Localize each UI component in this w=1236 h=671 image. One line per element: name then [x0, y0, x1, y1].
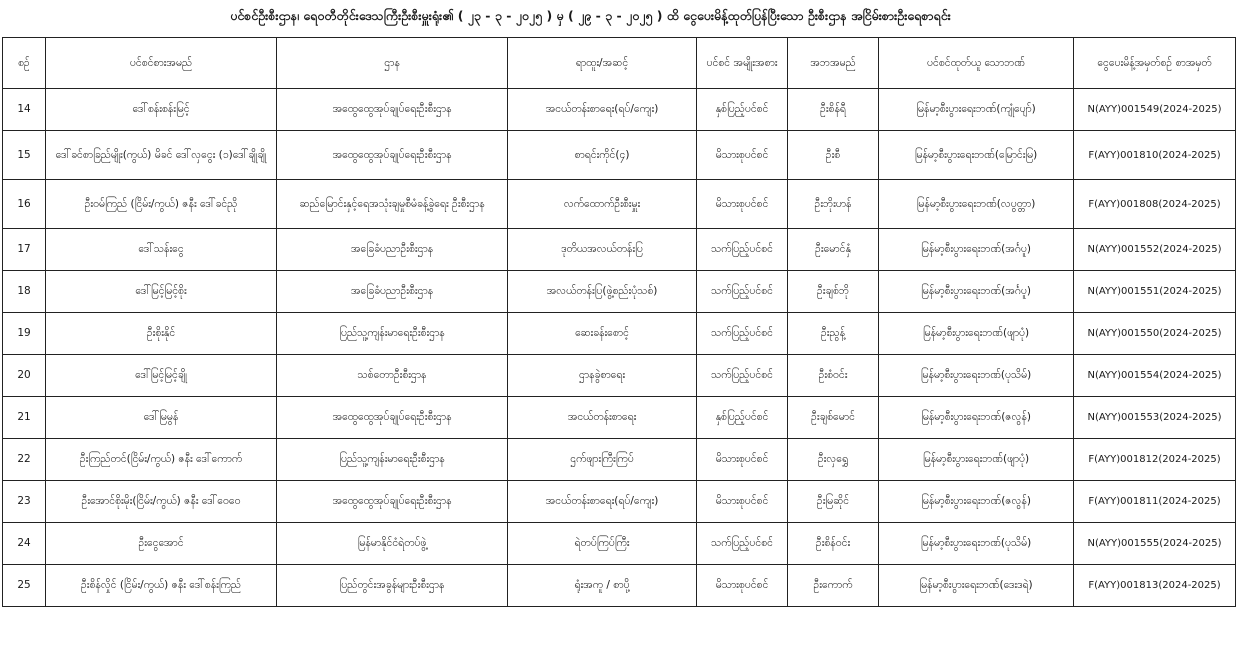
cell-no: 25	[3, 565, 46, 607]
cell-no: 17	[3, 229, 46, 271]
cell-name: ဦးဝမ်ကြည် (ငြိမ်း/ကွယ်) ဇနီး ဒေါ်ခင်ညို	[46, 180, 277, 229]
cell-no: 14	[3, 89, 46, 131]
cell-bank: မြန်မာ့စီးပွားရေးဘဏ်(ဖျာပုံ)	[879, 313, 1074, 355]
cell-father-name: ဦးစိန်ရီ	[788, 89, 879, 131]
cell-no: 23	[3, 481, 46, 523]
cell-no: 18	[3, 271, 46, 313]
header-no: စဉ်	[3, 38, 46, 89]
cell-department: မြန်မာနိုင်ငံရဲတပ်ဖွဲ့	[277, 523, 508, 565]
cell-father-name: ဦးဘိုးဟန်	[788, 180, 879, 229]
cell-pension-type: မိသားစုပင်စင်	[697, 481, 788, 523]
cell-name: ဒေါ်စန်းစန်းမြင့်	[46, 89, 277, 131]
cell-department: ဆည်မြောင်းနှင့်ရေအသုံးချမှုစီမံခန့်ခွဲရေး ဦးစီးဌာန	[277, 180, 508, 229]
cell-pension-type: နှစ်ပြည့်ပင်စင်	[697, 89, 788, 131]
cell-pension-type: မိသားစုပင်စင်	[697, 439, 788, 481]
cell-bank: မြန်မာ့စီးပွားရေးဘဏ်(ပုသိမ်)	[879, 523, 1074, 565]
cell-bank: မြန်မာ့စီးပွားရေးဘဏ်(ဇလွန်)	[879, 397, 1074, 439]
cell-name: ဒေါ်မြင့်မြင့်စိုး	[46, 271, 277, 313]
cell-department: အထွေထွေအုပ်ချုပ်ရေးဦးစီးဌာန	[277, 89, 508, 131]
table-row	[3, 565, 1236, 607]
header-pension-type: ပင်စင် အမျိုးအစား	[697, 38, 788, 89]
cell-position: ဌာနခွဲစာရေး	[508, 355, 697, 397]
cell-father-name: ဦးမြဆိုင်	[788, 481, 879, 523]
cell-father-name: ဦးကောက်	[788, 565, 879, 607]
cell-pension-type: သက်ပြည့်ပင်စင်	[697, 271, 788, 313]
cell-bank: မြန်မာ့စီးပွားရေးဘဏ်(မြောင်းမြ)	[879, 131, 1074, 180]
cell-order-number: N(AYY)001555(2024-2025)	[1074, 523, 1236, 565]
table-row	[3, 397, 1236, 439]
header-father-name: အဘအမည်	[788, 38, 879, 89]
cell-pension-type: သက်ပြည့်ပင်စင်	[697, 313, 788, 355]
cell-order-number: N(AYY)001549(2024-2025)	[1074, 89, 1236, 131]
table-row	[3, 313, 1236, 355]
cell-no: 16	[3, 180, 46, 229]
cell-pension-type: နှစ်ပြည့်ပင်စင်	[697, 397, 788, 439]
header-position: ရာထူး/အဆင့်	[508, 38, 697, 89]
cell-father-name: ဦးမောင်နှံ	[788, 229, 879, 271]
cell-department: အထွေထွေအုပ်ချုပ်ရေးဦးစီးဌာန	[277, 131, 508, 180]
cell-father-name: ဦးလှရွှေ	[788, 439, 879, 481]
cell-position: ဆေးခန်းစောင့်	[508, 313, 697, 355]
cell-position: လက်ထောက်ဦးစီးမှူး	[508, 180, 697, 229]
table-header-row	[3, 38, 1236, 89]
table-row	[3, 229, 1236, 271]
cell-department: ပြည်သူ့ကျန်းမာရေးဦးစီးဌာန	[277, 439, 508, 481]
table-row	[3, 180, 1236, 229]
cell-department: အထွေထွေအုပ်ချုပ်ရေးဦးစီးဌာန	[277, 397, 508, 439]
cell-department: အခြေခံပညာဦးစီးဌာန	[277, 229, 508, 271]
cell-bank: မြန်မာ့စီးပွားရေးဘဏ်(ဒေးဒရဲ)	[879, 565, 1074, 607]
cell-no: 20	[3, 355, 46, 397]
table-row	[3, 439, 1236, 481]
cell-no: 21	[3, 397, 46, 439]
cell-name: ဦးကြည်တင်(ငြိမ်း/ကွယ်) ဇနီး ဒေါ်ကောက်	[46, 439, 277, 481]
cell-bank: မြန်မာ့စီးပွားရေးဘဏ်(ကျုံပျော်)	[879, 89, 1074, 131]
table-row	[3, 523, 1236, 565]
cell-no: 19	[3, 313, 46, 355]
table-row	[3, 89, 1236, 131]
cell-position: စာရင်းကိုင်(၄)	[508, 131, 697, 180]
cell-order-number: F(AYY)001808(2024-2025)	[1074, 180, 1236, 229]
cell-name: ဒေါ်မြင့်မြင့်ချို	[46, 355, 277, 397]
cell-pension-type: သက်ပြည့်ပင်စင်	[697, 355, 788, 397]
cell-order-number: N(AYY)001551(2024-2025)	[1074, 271, 1236, 313]
cell-pension-type: မိသားစုပင်စင်	[697, 131, 788, 180]
header-order-number: ငွေပေးမိန့်အမှတ်စဉ် စာအမှတ်	[1074, 38, 1236, 89]
cell-bank: မြန်မာ့စီးပွားရေးဘဏ်(လပွတ္တာ)	[879, 180, 1074, 229]
cell-position: ဒုတိယအလယ်တန်းပြ	[508, 229, 697, 271]
page-title: ပင်စင်ဦးစီးဌာန၊ ရေဝတီတိုင်းဒေသကြီးဦးစီးမှူးရုံး၏ ( ၂၃ - ၃ - ၂၀၂၅ ) မှ ( ၂၉ - ၃ - ၂၀၂၅ ) ထိ ငွေပေးမိန့်ထုတ်ပြန်ပြီးသော ဦးစီးဌာန အငြိမ်းစားဦးရေစာရင်း	[230, 8, 951, 23]
header-department: ဌာန	[277, 38, 508, 89]
cell-father-name: ဦးချစ်ဘို	[788, 271, 879, 313]
cell-name: ဒေါ်မြမွန်	[46, 397, 277, 439]
table-row	[3, 271, 1236, 313]
cell-position: ရုံးအကူ / စာပို့	[508, 565, 697, 607]
cell-position: အငယ်တန်းစာရေး(ရပ်/ကျေး)	[508, 481, 697, 523]
cell-order-number: N(AYY)001550(2024-2025)	[1074, 313, 1236, 355]
cell-department: သစ်တောဦးစီးဌာန	[277, 355, 508, 397]
cell-department: ပြည်သူ့ကျန်းမာရေးဦးစီးဌာန	[277, 313, 508, 355]
cell-name: ဒေါ်သန်းငွေ	[46, 229, 277, 271]
header-name: ပင်စင်စားအမည်	[46, 38, 277, 89]
cell-name: ဦးစိုးနိုင်	[46, 313, 277, 355]
cell-order-number: F(AYY)001813(2024-2025)	[1074, 565, 1236, 607]
cell-position: အငယ်တန်းစာရေး(ရပ်/ကျေး)	[508, 89, 697, 131]
cell-order-number: F(AYY)001811(2024-2025)	[1074, 481, 1236, 523]
cell-father-name: ဦးစီ	[788, 131, 879, 180]
cell-no: 15	[3, 131, 46, 180]
cell-no: 22	[3, 439, 46, 481]
cell-name: ဦးငွေအောင်	[46, 523, 277, 565]
cell-bank: မြန်မာ့စီးပွားရေးဘဏ်(ဇလွန်)	[879, 481, 1074, 523]
header-bank: ပင်စင်ထုတ်ယူ သောဘဏ်	[879, 38, 1074, 89]
cell-position: အလယ်တန်းပြ(ဖွဲ့စည်းပုံသစ်)	[508, 271, 697, 313]
cell-department: ပြည်တွင်းအခွန်များဦးစီးဌာန	[277, 565, 508, 607]
cell-pension-type: သက်ပြည့်ပင်စင်	[697, 229, 788, 271]
cell-name: ဦးအောင်စိုးမိုး(ငြိမ်း/ကွယ်) ဇနီး ဒေါ်ဝေဝေ	[46, 481, 277, 523]
table-row	[3, 481, 1236, 523]
cell-order-number: F(AYY)001812(2024-2025)	[1074, 439, 1236, 481]
cell-order-number: N(AYY)001554(2024-2025)	[1074, 355, 1236, 397]
cell-no: 24	[3, 523, 46, 565]
cell-department: အခြေခံပညာဦးစီးဌာန	[277, 271, 508, 313]
cell-department: အထွေထွေအုပ်ချုပ်ရေးဦးစီးဌာန	[277, 481, 508, 523]
cell-father-name: ဦးစိန်ဝင်း	[788, 523, 879, 565]
table-row	[3, 131, 1236, 180]
pension-table	[2, 37, 1236, 607]
cell-pension-type: မိသားစုပင်စင်	[697, 565, 788, 607]
cell-position: ရဲတပ်ကြပ်ကြီး	[508, 523, 697, 565]
cell-order-number: F(AYY)001810(2024-2025)	[1074, 131, 1236, 180]
cell-father-name: ဦးစံဝင်း	[788, 355, 879, 397]
cell-bank: မြန်မာ့စီးပွားရေးဘဏ်(ပုသိမ်)	[879, 355, 1074, 397]
cell-bank: မြန်မာ့စီးပွားရေးဘဏ်(အင်္ဂပူ)	[879, 271, 1074, 313]
cell-position: အငယ်တန်းစာရေး	[508, 397, 697, 439]
cell-bank: မြန်မာ့စီးပွားရေးဘဏ်(ဖျာပုံ)	[879, 439, 1074, 481]
cell-name: ဒေါ်ခင်စာခြည်မျိုး(ကွယ်) မိခင် ဒေါ်လှငွေး (၁)ဒေါ်ချိုချို	[46, 131, 277, 180]
cell-order-number: N(AYY)001553(2024-2025)	[1074, 397, 1236, 439]
table-row	[3, 355, 1236, 397]
cell-bank: မြန်မာ့စီးပွားရေးဘဏ်(အင်္ဂပူ)	[879, 229, 1074, 271]
cell-pension-type: သက်ပြည့်ပင်စင်	[697, 523, 788, 565]
cell-order-number: N(AYY)001552(2024-2025)	[1074, 229, 1236, 271]
cell-father-name: ဦးညွန့်	[788, 313, 879, 355]
cell-pension-type: မိသားစုပင်စင်	[697, 180, 788, 229]
cell-name: ဦးစိန်လှိုင် (ငြိမ်း/ကွယ်) ဇနီး ဒေါ်စန်းကြည်	[46, 565, 277, 607]
cell-position: ဌက်ဖျားကြီးကြပ်	[508, 439, 697, 481]
cell-father-name: ဦးချစ်မောင်	[788, 397, 879, 439]
